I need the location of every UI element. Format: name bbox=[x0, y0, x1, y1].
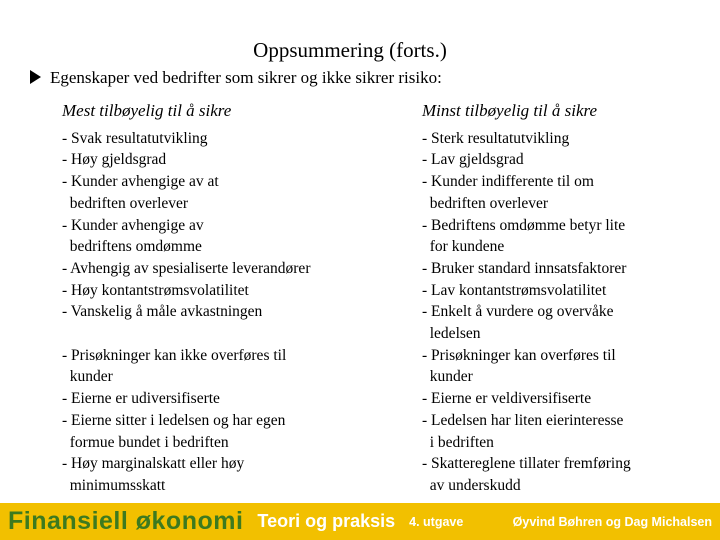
right-column-heading: Minst tilbøyelig til å sikre bbox=[422, 101, 598, 120]
right-column bbox=[422, 100, 712, 497]
list-item: - Lav kontantstrømsvolatilitet bbox=[422, 281, 607, 299]
list-item: bedriften overlever bbox=[422, 194, 549, 212]
list-item: for kundene bbox=[422, 238, 505, 256]
left-group-2 bbox=[62, 345, 392, 497]
list-item: - Vanskelig å måle avkastningen bbox=[62, 303, 263, 321]
list-item: - Prisøkninger kan overføres til bbox=[422, 346, 616, 364]
list-item: - Ledelsen har liten eierinteresse bbox=[422, 411, 624, 429]
footer-subtitle: Teori og praksis bbox=[257, 511, 396, 531]
left-group-1 bbox=[62, 128, 392, 323]
list-item: - Bedriftens omdømme betyr lite bbox=[422, 216, 626, 234]
arrow-bullet-icon bbox=[30, 70, 41, 84]
group-spacer bbox=[62, 323, 392, 345]
list-item: bedriften overlever bbox=[62, 194, 189, 212]
list-item: - Sterk resultatutvikling bbox=[422, 129, 570, 147]
list-item: i bedriften bbox=[422, 433, 494, 451]
list-item: bedriftens omdømme bbox=[62, 238, 202, 256]
list-item: - Lav gjeldsgrad bbox=[422, 151, 524, 169]
list-item: kunder bbox=[422, 368, 473, 386]
list-item: - Avhengig av spesialiserte leverandører bbox=[62, 259, 311, 277]
list-item: - Enkelt å vurdere og overvåke bbox=[422, 303, 614, 321]
list-item: - Prisøkninger kan ikke overføres til bbox=[62, 346, 287, 364]
list-item: ledelsen bbox=[422, 325, 481, 343]
list-item: av underskudd bbox=[422, 476, 521, 494]
footer-authors: Øyvind Bøhren og Dag Michalsen bbox=[512, 514, 712, 529]
left-column-heading: Mest tilbøyelig til å sikre bbox=[62, 101, 232, 120]
list-item: - Høy kontantstrømsvolatilitet bbox=[62, 281, 249, 299]
footer-edition: 4. utgave bbox=[409, 514, 464, 529]
left-column bbox=[62, 100, 392, 497]
footer-bar bbox=[0, 503, 720, 540]
list-item: - Eierne er veldiversifiserte bbox=[422, 390, 592, 408]
list-item: - Kunder indifferente til om bbox=[422, 173, 594, 191]
slide-title: Oppsummering (forts.) bbox=[253, 38, 447, 62]
list-item: - Høy marginalskatt eller høy bbox=[62, 455, 245, 473]
list-item: - Eierne er udiversifiserte bbox=[62, 390, 220, 408]
list-item: - Eierne sitter i ledelsen og har egen bbox=[62, 411, 286, 429]
bullet-line bbox=[30, 68, 442, 88]
bullet-text: Egenskaper ved bedrifter som sikrer og ikke sikrer risiko: bbox=[50, 68, 442, 87]
right-items bbox=[422, 128, 712, 497]
list-item: - Kunder avhengige av bbox=[62, 216, 204, 234]
list-item: minimumsskatt bbox=[62, 476, 166, 494]
list-item: - Høy gjeldsgrad bbox=[62, 151, 167, 169]
list-item: - Svak resultatutvikling bbox=[62, 129, 208, 147]
list-item: - Skattereglene tillater fremføring bbox=[422, 455, 631, 473]
footer-brand: Finansiell økonomi bbox=[8, 507, 244, 535]
list-item: - Kunder avhengige av at bbox=[62, 173, 219, 191]
list-item: - Bruker standard innsatsfaktorer bbox=[422, 259, 627, 277]
list-item: formue bundet i bedriften bbox=[62, 433, 229, 451]
list-item: kunder bbox=[62, 368, 113, 386]
